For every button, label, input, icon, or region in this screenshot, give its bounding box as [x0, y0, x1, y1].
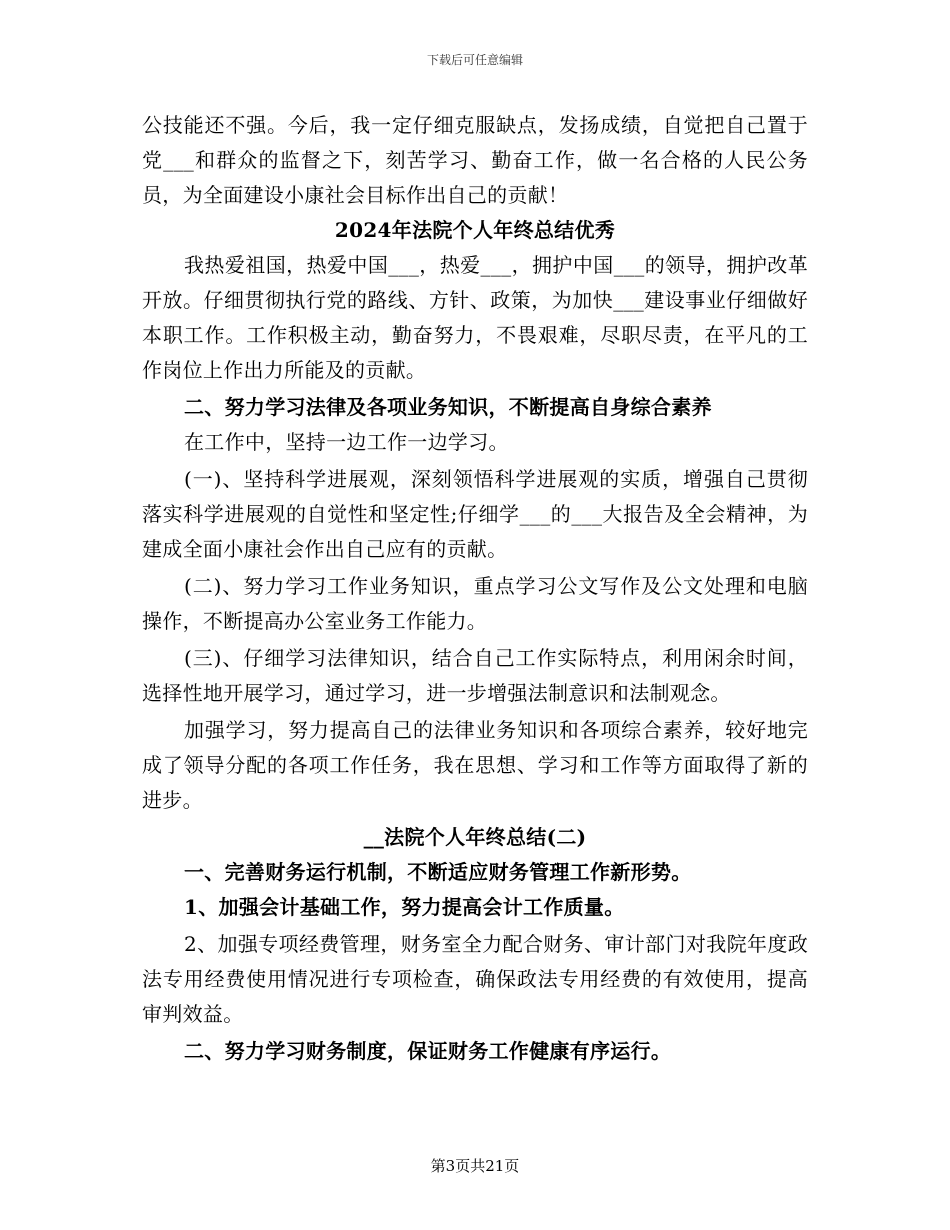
- document-body: [142, 108, 808, 1069]
- heading-finance-rules: 二、努力学习财务制度，保证财务工作健康有序运行。: [184, 1039, 672, 1063]
- section-title-2024-summary: 2024年法院个人年终总结优秀: [334, 218, 616, 242]
- paragraph-item-one: (一)、坚持科学进展观，深刻领悟科学进展观的实质，增强自己贯彻落实科学进展观的自觉性和坚定性;仔细学___的___大报告及全会精神，为建成全面小康社会作出自己应有的贡献。: [142, 467, 808, 561]
- heading-finance-mechanism: 一、完善财务运行机制，不断适应财务管理工作新形势。: [184, 860, 692, 884]
- paragraph-work-study: 在工作中，坚持一边工作一边学习。: [184, 430, 509, 454]
- paragraph-patriotism: 我热爱祖国，热爱中国___，热爱___，拥护中国___的领导，拥护改革开放。仔细贯彻执行党的路线、方针、政策，为加快___建设事业仔细做好本职工作。工作积极主动，勤奋努力，不畏艰难，尽职尽责，在平凡的工作岗位上作出力所能及的贡献。: [142, 253, 808, 382]
- section-title-summary-two: __法院个人年终总结(二): [363, 825, 587, 849]
- heading-accounting-basics: 1、加强会计基础工作，努力提高会计工作质量。: [184, 895, 625, 919]
- paragraph-special-funds: 2、加强专项经费管理，财务室全力配合财务、审计部门对我院年度政法专用经费使用情况进行专项检查，确保政法专用经费的有效使用，提高审判效益。: [142, 932, 808, 1026]
- page-number: 第3页共21页: [430, 1157, 520, 1175]
- paragraph-strengthen-study: 加强学习，努力提高自己的法律业务知识和各项综合素养，较好地完成了领导分配的各项工作任务，我在思想、学习和工作等方面取得了新的进步。: [142, 718, 808, 812]
- page-header-note: 下载后可任意编辑: [426, 53, 523, 67]
- heading-study-law: 二、努力学习法律及各项业务知识，不断提高自身综合素养: [184, 395, 712, 419]
- paragraph-continuation: 公技能还不强。今后，我一定仔细克服缺点，发扬成绩，自觉把自己置于党___和群众的监督之下，刻苦学习、勤奋工作，做一名合格的人民公务员，为全面建设小康社会目标作出自己的贡献！: [142, 113, 808, 207]
- paragraph-item-two: (二)、努力学习工作业务知识，重点学习公文写作及公文处理和电脑操作，不断提高办公室业务工作能力。: [142, 574, 808, 633]
- paragraph-item-three: (三)、仔细学习法律知识，结合自己工作实际特点，利用闲余时间，选择性地开展学习，通过学习，进一步增强法制意识和法制观念。: [142, 646, 808, 705]
